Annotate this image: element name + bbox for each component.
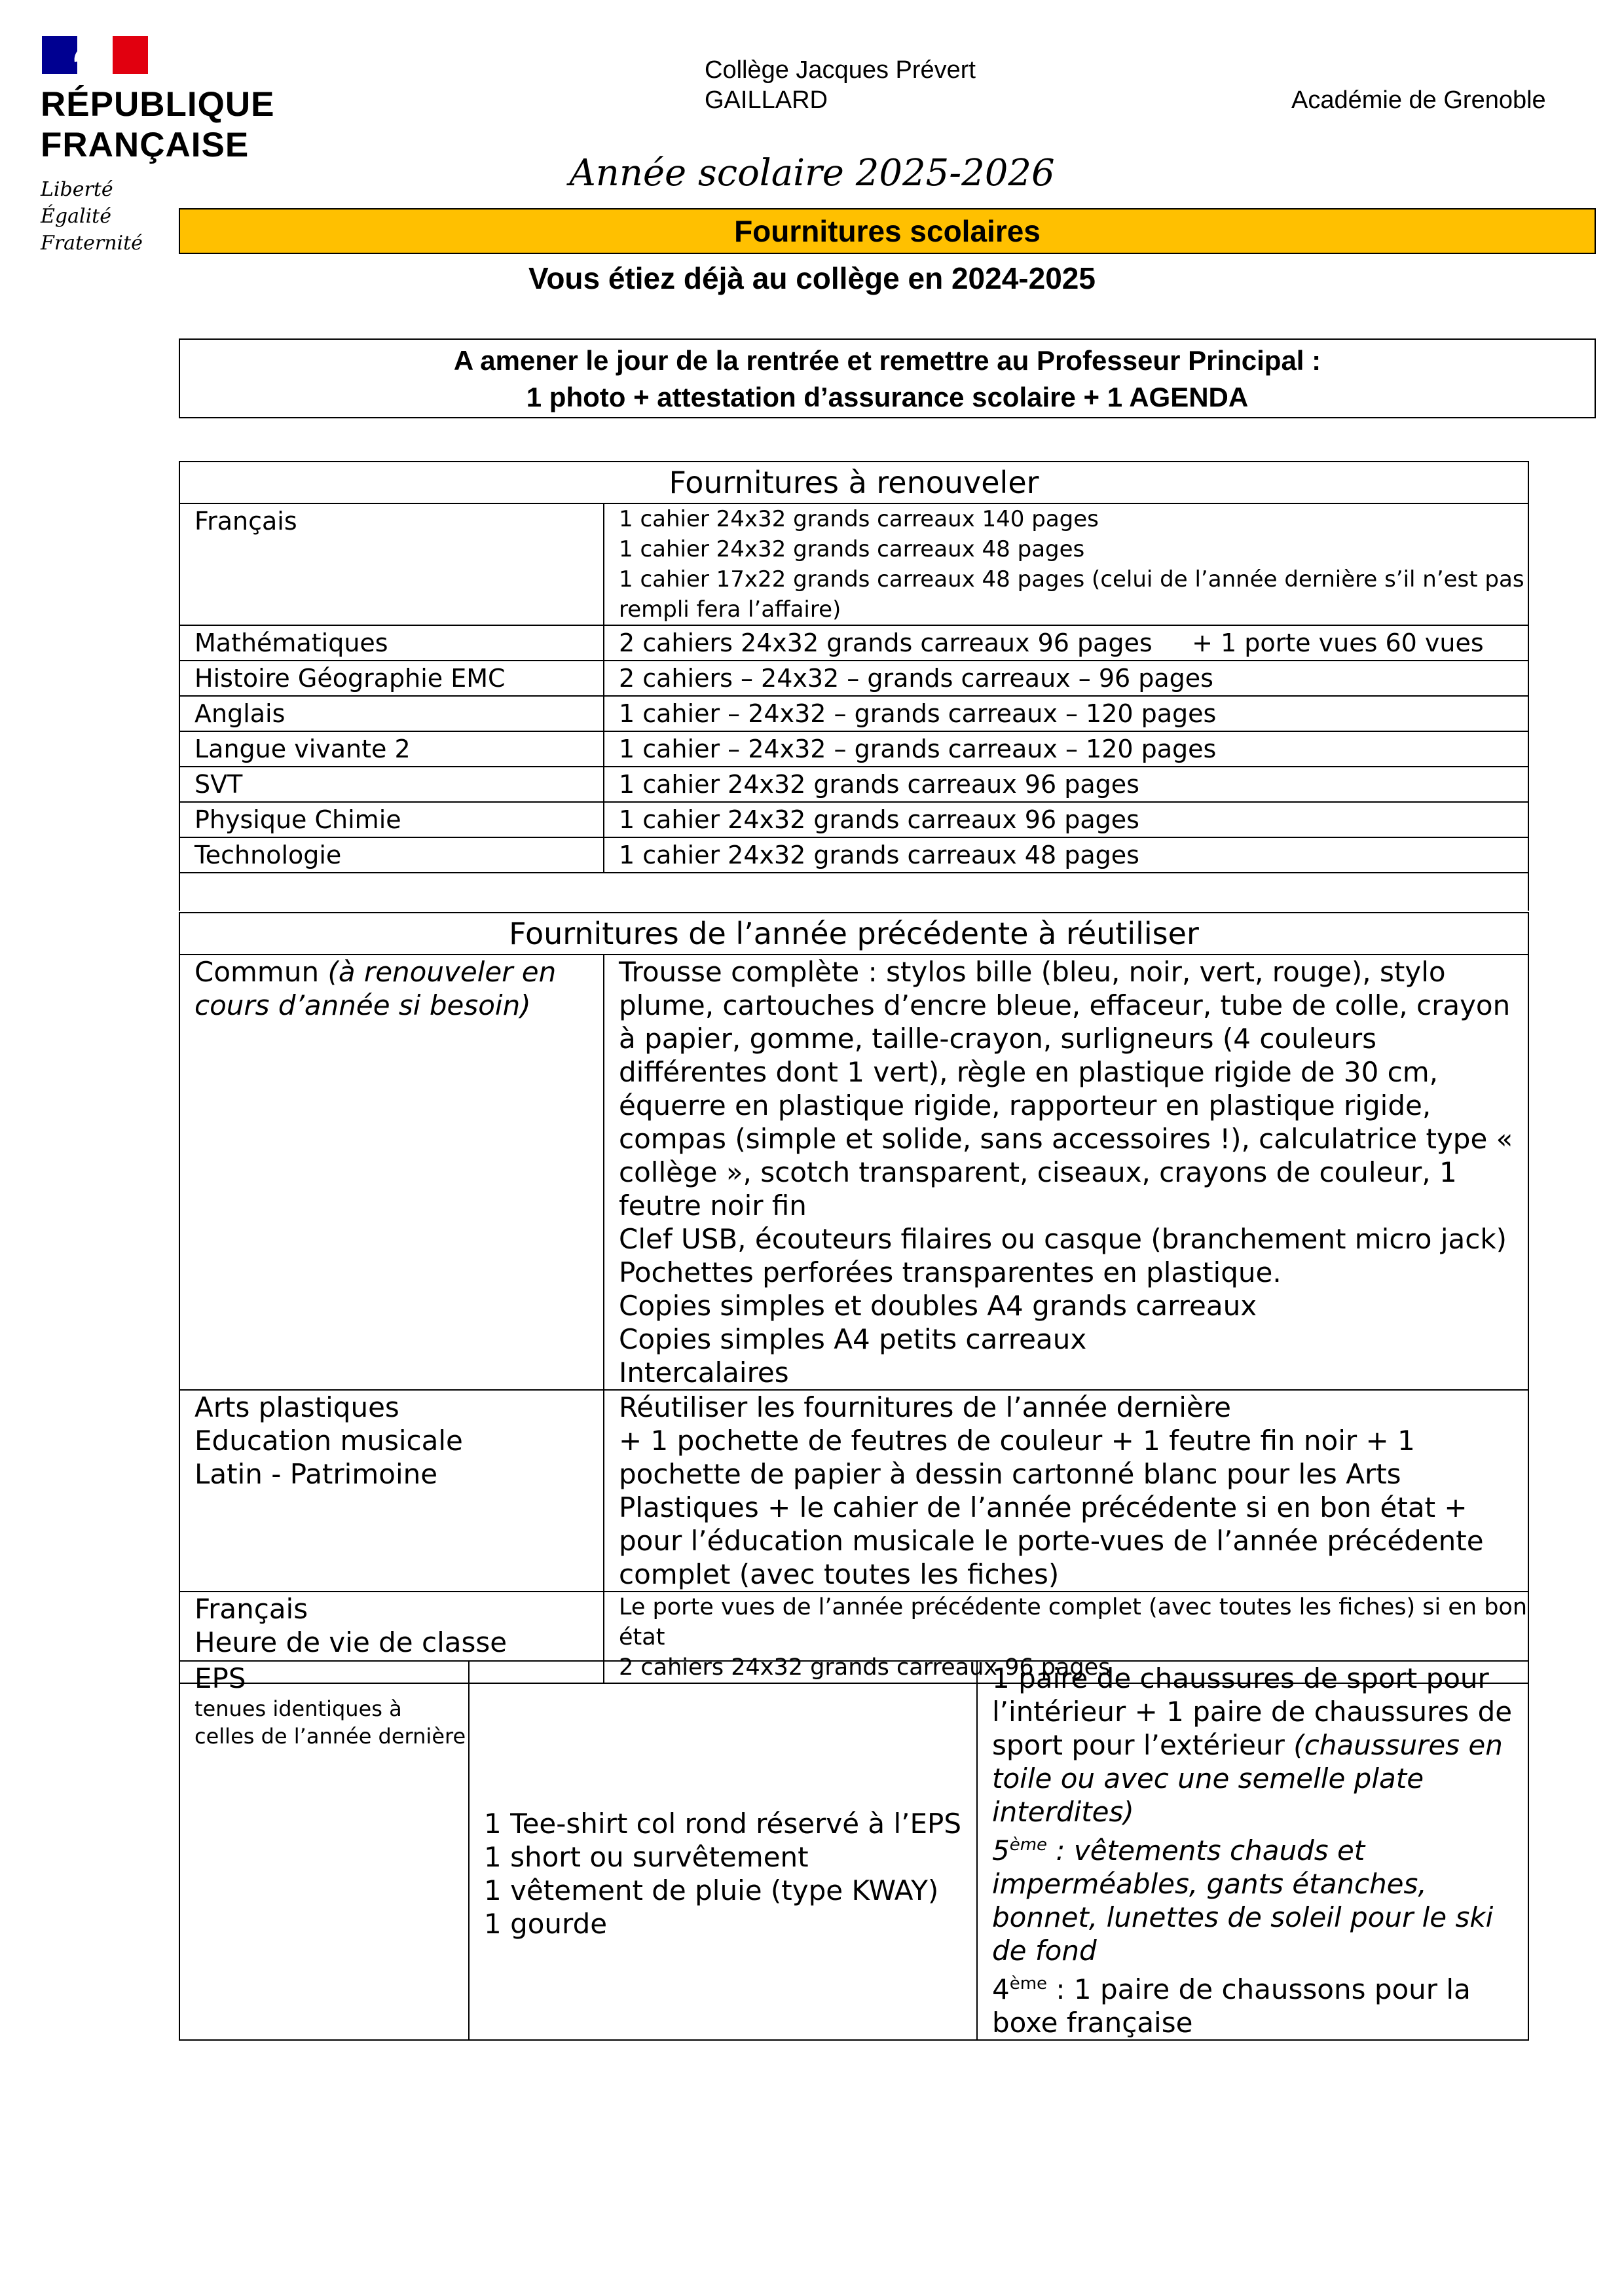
page-subtitle: Vous étiez déjà au collège en 2024-2025 xyxy=(528,261,1096,295)
bring-line-1: A amener le jour de la rentrée et remettre au Professeur Principal : xyxy=(453,345,1321,376)
subject-label: Commun xyxy=(194,956,320,988)
table-row xyxy=(179,767,1528,802)
logo-line-francaise: FRANÇAISE xyxy=(41,126,249,164)
table-row xyxy=(179,661,1528,696)
items-cell xyxy=(604,503,1528,625)
item-line: Clef USB, écouteurs filaires ou casque (branchement micro jack) xyxy=(619,1223,1507,1255)
items-cell: 1 cahier 24x32 grands carreaux 96 pages xyxy=(604,767,1528,802)
bring-line-2: 1 photo + attestation d’assurance scolaire + 1 AGENDA xyxy=(526,382,1249,412)
item-line: + 1 pochette de feutres de couleur + 1 feutre fin noir + 1 pochette de papier à dessin cartonné blanc pour les Arts Plastiques + le cahier de l’année précédente si en bon état + pour l’éducation musicale le porte-vues de l’année précédente complet (avec toutes les fiches) xyxy=(619,1425,1484,1590)
subject-cell: Anglais xyxy=(179,696,604,731)
french-flag-marianne-icon xyxy=(42,36,148,74)
table-row xyxy=(179,837,1528,873)
grade5-text: : vêtements chauds et imperméables, gants étanches, bonnet, lunettes de soleil pour le ski de fond xyxy=(992,1834,1494,1967)
grade4-num: 4 xyxy=(992,1973,1010,2005)
subject-cell: Physique Chimie xyxy=(179,802,604,837)
item-line: 1 cahier 24x32 grands carreaux 140 pages xyxy=(619,506,1099,532)
grade5-line xyxy=(992,1829,1515,1967)
item-line: Copies simples et doubles A4 grands carreaux xyxy=(619,1290,1257,1322)
items-cell: 2 cahiers – 24x32 – grands carreaux – 96 pages xyxy=(604,661,1528,696)
school-year: Année scolaire 2025-2026 xyxy=(569,152,1055,194)
renew-table-title: Fournitures à renouveler xyxy=(179,462,1528,503)
eps-table xyxy=(179,1660,1529,2041)
items-cell: 1 cahier – 24x32 – grands carreaux – 120 pages xyxy=(604,696,1528,731)
subject-cell: Technologie xyxy=(179,837,604,873)
table-row xyxy=(179,731,1528,767)
shoes-text: 1 paire de chaussures de sport pour l’intérieur + 1 paire de chaussures de sport pour l’extérieur xyxy=(992,1662,1513,1761)
table-row xyxy=(179,1390,1528,1592)
school-name: Collège Jacques Prévert xyxy=(705,56,976,84)
motto-egalite: Égalité xyxy=(41,205,111,228)
items-cell xyxy=(604,1390,1528,1592)
subject-label: Arts plastiques xyxy=(194,1391,399,1423)
items-cell: 1 cahier 24x32 grands carreaux 96 pages xyxy=(604,802,1528,837)
items-cell: 1 cahier – 24x32 – grands carreaux – 120 pages xyxy=(604,731,1528,767)
table-row xyxy=(179,503,1528,625)
subject-note: tenues identiques à celles de l’année dernière xyxy=(194,1696,466,1749)
subject-label: EPS xyxy=(194,1662,246,1694)
item-line: 1 cahier 24x32 grands carreaux 48 pages xyxy=(619,536,1085,562)
item-line: 2 cahiers 24x32 grands carreaux 96 pages xyxy=(619,1654,1111,1681)
item-line: 1 Tee-shirt col rond réservé à l’EPS xyxy=(484,1807,962,1840)
subject-cell xyxy=(179,1390,604,1592)
item-line: Intercalaires xyxy=(619,1357,789,1389)
subject-cell: Français xyxy=(179,503,604,625)
subject-label: Français xyxy=(194,1593,308,1625)
school-town: GAILLARD xyxy=(705,86,828,114)
shoes-note: (chaussures en toile ou avec une semelle plate interdites) xyxy=(992,1729,1503,1828)
clothes-cell xyxy=(469,1661,977,2040)
grade4-sup: ème xyxy=(1009,1974,1048,1994)
item-line: Pochettes perforées transparentes en plastique. xyxy=(619,1256,1282,1288)
subject-note: (à renouveler en cours d’année si besoin) xyxy=(194,956,557,1021)
subject-label: Education musicale xyxy=(194,1425,463,1457)
grade4-line xyxy=(992,1967,1515,2039)
grade4-text: : 1 paire de chaussons pour la boxe française xyxy=(992,1973,1471,2039)
items-cell xyxy=(604,955,1528,1390)
reuse-supplies-table xyxy=(179,912,1529,1684)
academie-name: Académie de Grenoble xyxy=(1291,86,1546,114)
subject-cell: Mathématiques xyxy=(179,625,604,661)
motto-fraternite: Fraternité xyxy=(41,232,143,255)
subject-cell xyxy=(179,1661,469,2040)
grade5-sup: ème xyxy=(1009,1835,1048,1855)
subject-label: Latin - Patrimoine xyxy=(194,1458,438,1490)
grade5-num: 5 xyxy=(992,1834,1010,1867)
item-line: Réutiliser les fournitures de l’année dernière xyxy=(619,1391,1231,1423)
bring-first-day-box xyxy=(179,338,1596,418)
subject-label: Heure de vie de classe xyxy=(194,1626,507,1658)
subject-cell: Histoire Géographie EMC xyxy=(179,661,604,696)
subject-cell: Langue vivante 2 xyxy=(179,731,604,767)
item-line: Copies simples A4 petits carreaux xyxy=(619,1323,1087,1355)
item-line: 1 vêtement de pluie (type KWAY) xyxy=(484,1874,939,1906)
items-cell: 2 cahiers 24x32 grands carreaux 96 pages + 1 porte vues 60 vues xyxy=(604,625,1528,661)
motto-liberte: Liberté xyxy=(41,178,113,201)
shoes-cell xyxy=(977,1661,1528,2040)
logo-line-republique: RÉPUBLIQUE xyxy=(41,85,275,124)
item-line: 1 cahier 17x22 grands carreaux 48 pages (celui de l’année dernière s’il n’est pas rempli fera l’affaire) xyxy=(619,566,1524,623)
table-row xyxy=(179,802,1528,837)
table-row xyxy=(179,1661,1528,2040)
item-line: Trousse complète : stylos bille (bleu, noir, vert, rouge), stylo plume, cartouches d’encre bleue, effaceur, tube de colle, crayon à papier, gomme, taille-crayon, surligneurs (4 couleurs différentes dont 1 vert), règle en plastique rigide de 30 cm, équerre en plastique rigide, rapporteur en plastique rigide, compas (simple et solide, sans accessoires !), calculatrice type « collège », scotch transparent, ciseaux, crayons de couleur, 1 feutre noir fin xyxy=(619,956,1513,1222)
subject-cell: SVT xyxy=(179,767,604,802)
subject-cell xyxy=(179,955,604,1390)
table-row xyxy=(179,955,1528,1390)
table-row xyxy=(179,696,1528,731)
table-spacer xyxy=(179,873,1529,911)
table-row xyxy=(179,625,1528,661)
items-cell: 1 cahier 24x32 grands carreaux 48 pages xyxy=(604,837,1528,873)
item-line: Le porte vues de l’année précédente complet (avec toutes les fiches) si en bon état xyxy=(619,1594,1528,1650)
renew-supplies-table xyxy=(179,461,1529,873)
item-line: 1 short ou survêtement xyxy=(484,1840,809,1873)
reuse-table-title: Fournitures de l’année précédente à réutiliser xyxy=(179,913,1528,955)
supplies-banner: Fournitures scolaires xyxy=(179,208,1596,254)
item-line: 1 gourde xyxy=(484,1907,608,1940)
